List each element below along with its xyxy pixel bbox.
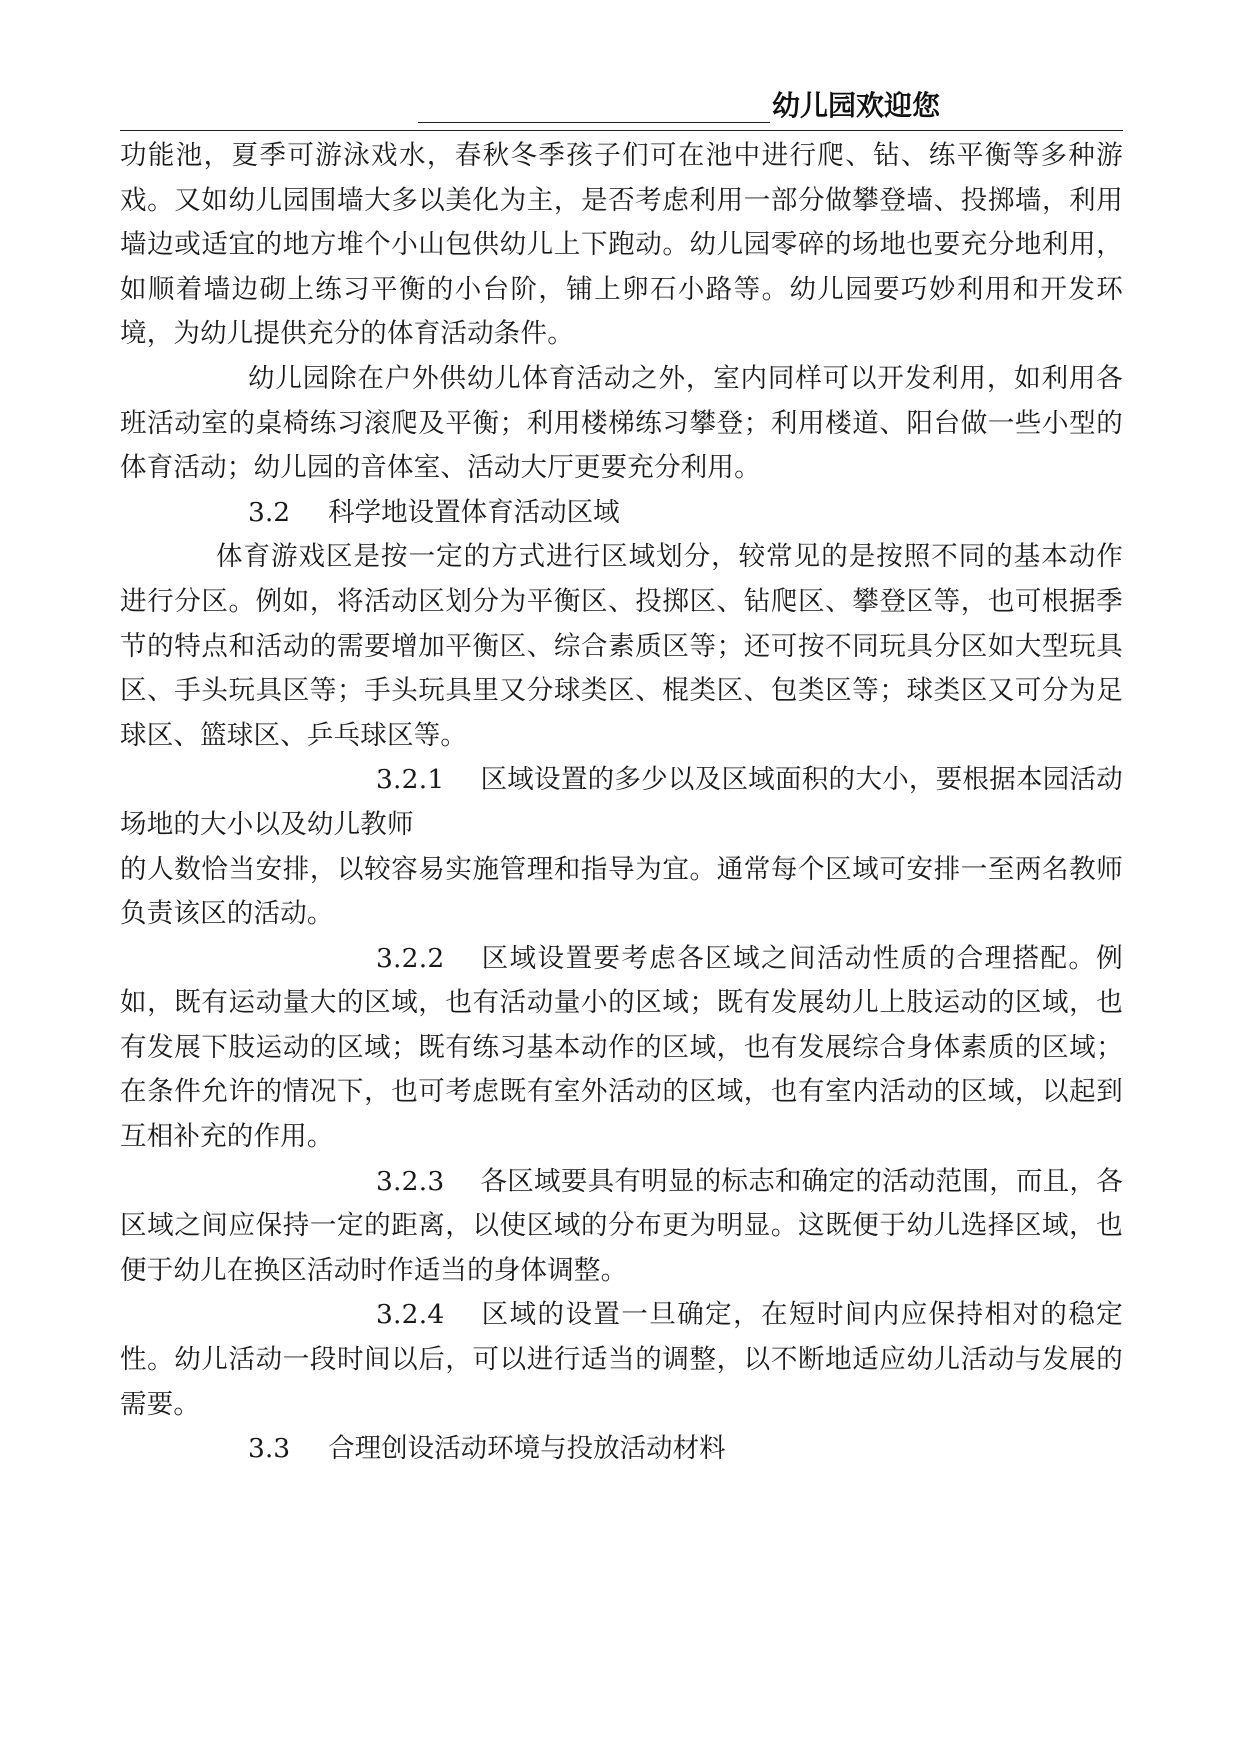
- subsection-text: 区域设置要考虑各区域之间活动性质的合理搭配。例如，既有运动量大的区域，也有活动量小的区域；既有发展幼儿上肢运动的区域，也有发展下肢运动的区域；既有练习基本动作的区域，也有发展综合身体素质的区域；在条件允许的情况下，也可考虑既有室外活动的区域，也有室内活动的区域，以起到互相补充的作用。: [120, 942, 1123, 1153]
- section-number: 3.2: [248, 496, 291, 528]
- section-number: 3.3: [248, 1433, 291, 1465]
- page-header: [120, 84, 1123, 131]
- subsection-number: 3.2.2: [376, 942, 445, 974]
- section-heading-3-2: [120, 491, 1123, 536]
- section-title: 合理创设活动环境与投放活动材料: [328, 1433, 726, 1465]
- paragraph-continued: 功能池，夏季可游泳戏水，春秋冬季孩子们可在池中进行爬、钻、练平衡等多种游戏。又如幼儿园围墙大多以美化为主，是否考虑利用一部分做攀登墙、投掷墙，利用墙边或适宜的地方堆个小山包供幼儿上下跑动。幼儿园零碎的场地也要充分地利用，如顺着墙边砌上练习平衡的小台阶，铺上卵石小路等。幼儿园要巧妙利用和开发环境，为幼儿提供充分的体育活动条件。: [120, 140, 1123, 350]
- section-3-2-intro: 体育游戏区是按一定的方式进行区域划分，较常见的是按照不同的基本动作进行分区。例如，将活动区划分为平衡区、投掷区、钻爬区、攀登区等，也可根据季节的特点和活动的需要增加平衡区、综合素质区等；还可按不同玩具分区如大型玩具区、手头玩具区等；手头玩具里又分球类区、棍类区、包类区等；球类区又可分为足球区、篮球区、乒乓球区等。: [120, 541, 1123, 751]
- document-body: [120, 134, 1123, 1472]
- subsection-3-2-1: [120, 758, 1123, 847]
- subsection-3-2-2: [120, 937, 1123, 1160]
- subsection-number: 3.2.4: [376, 1299, 445, 1331]
- paragraph-indoor: 幼儿园除在户外供幼儿体育活动之外，室内同样可以开发利用，如利用各班活动室的桌椅练习滚爬及平衡；利用楼梯练习攀登；利用楼道、阳台做一些小型的体育活动；幼儿园的音体室、活动大厅更要充分利用。: [120, 362, 1123, 484]
- subsection-text: 区域的设置一旦确定，在短时间内应保持相对的稳定性。幼儿活动一段时间以后，可以进行适当的调整，以不断地适应幼儿活动与发展的需要。: [120, 1299, 1123, 1420]
- header-title: 幼儿园欢迎您: [772, 89, 941, 122]
- subsection-text: 各区域要具有明显的标志和确定的活动范围，而且，各区域之间应保持一定的距离，以使区域的分布更为明显。这既便于幼儿选择区域，也便于幼儿在换区活动时作适当的身体调整。: [120, 1165, 1123, 1286]
- header-blank-underline: [418, 122, 770, 123]
- subsection-3-2-1-continuation: 的人数恰当安排，以较容易实施管理和指导为宜。通常每个区域可安排一至两名教师负责该区的活动。: [120, 853, 1123, 930]
- section-title: 科学地设置体育活动区域: [328, 496, 620, 528]
- subsection-number: 3.2.1: [376, 764, 445, 796]
- subsection-3-2-4: [120, 1293, 1123, 1427]
- subsection-text: 区域设置的多少以及区域面积的大小，要根据本园活动场地的大小以及幼儿教师: [120, 764, 1123, 840]
- subsection-number: 3.2.3: [376, 1165, 445, 1197]
- subsection-3-2-3: [120, 1160, 1123, 1294]
- section-heading-3-3: [120, 1427, 1123, 1472]
